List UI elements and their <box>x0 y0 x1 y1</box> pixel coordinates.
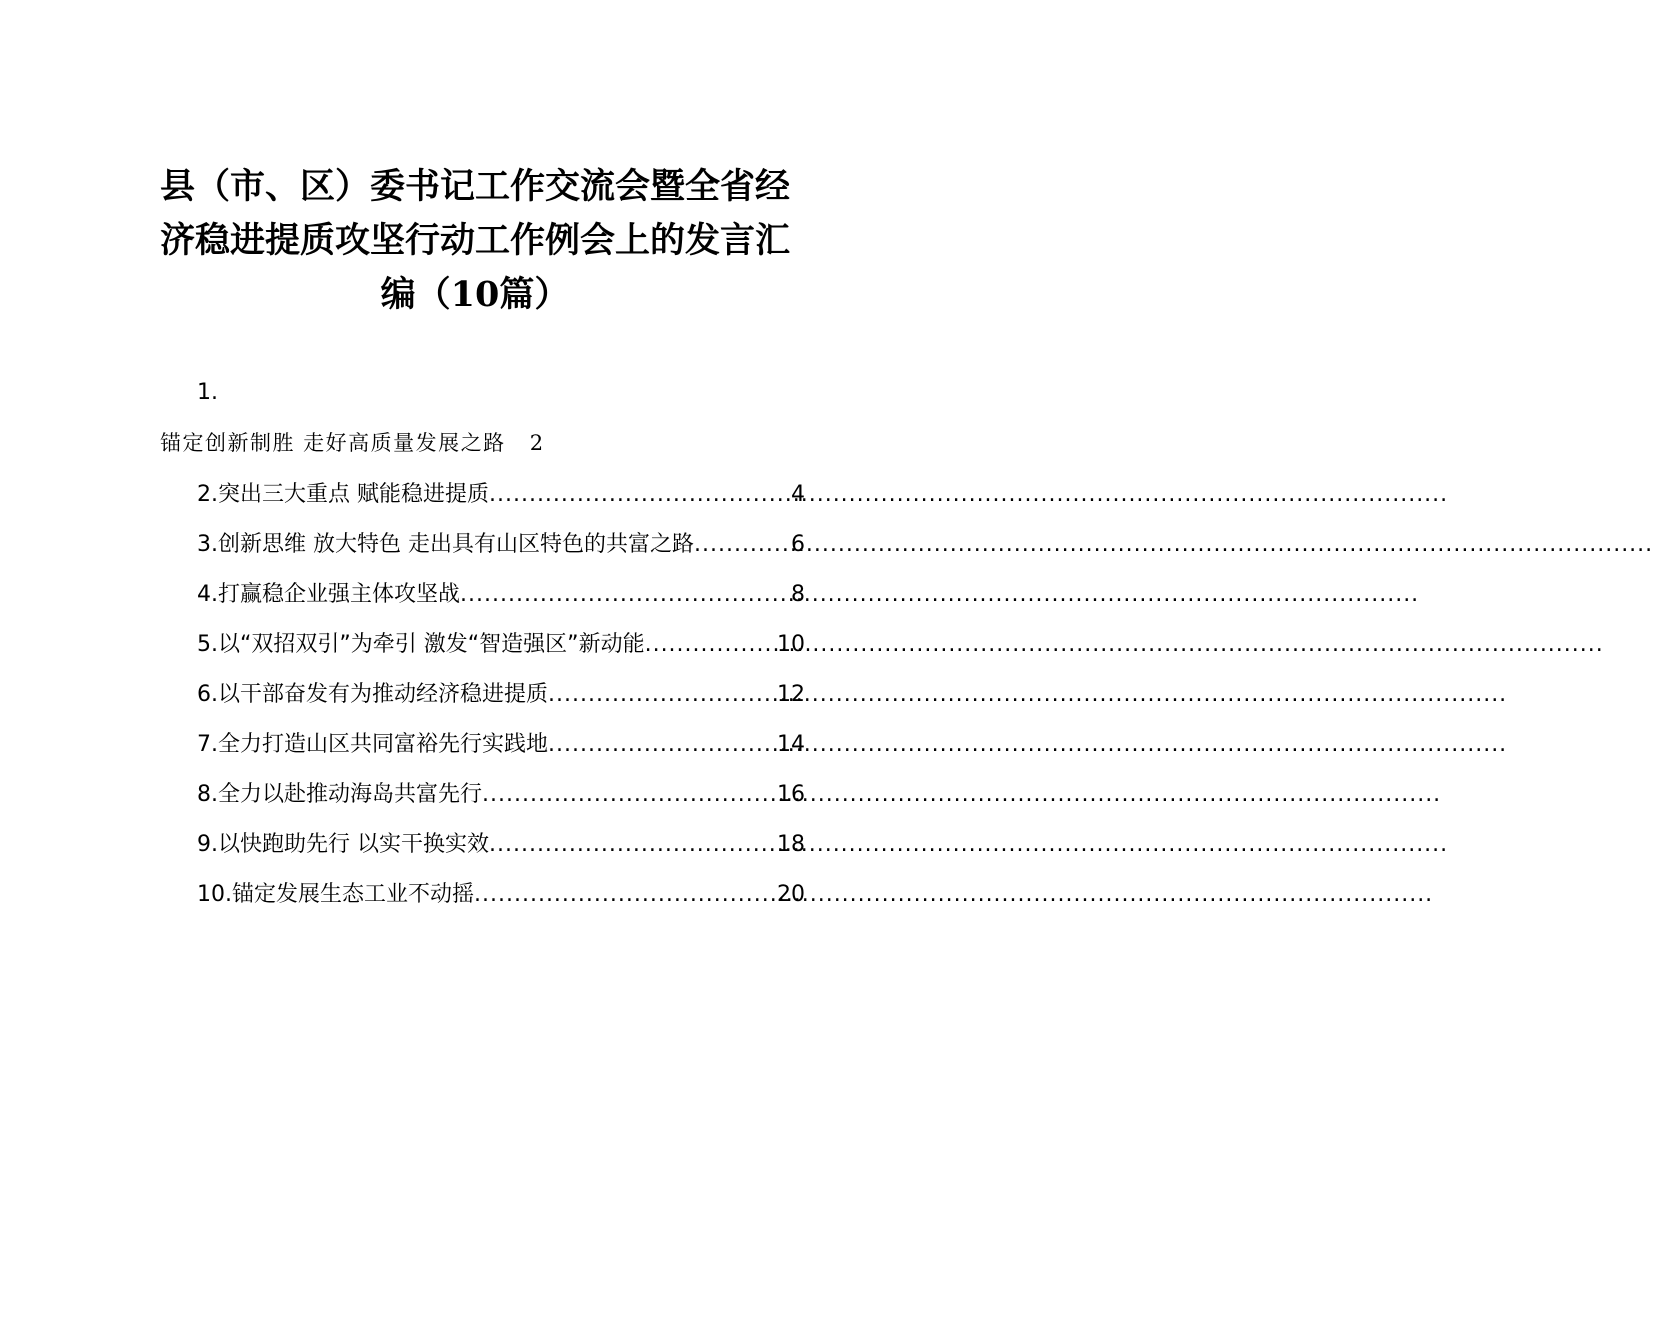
toc-entry-1[interactable] <box>160 428 543 458</box>
toc-entry-title: 3.创新思维 放大特色 走出具有山区特色的共富之路 <box>197 532 694 557</box>
toc-entry-page: 20 <box>777 882 805 907</box>
document-title <box>150 160 800 322</box>
title-line-3: 编（10篇） <box>380 274 570 315</box>
toc-leader-dots <box>548 728 777 762</box>
toc-entry-page: 10 <box>777 632 805 657</box>
toc-leader-dots <box>645 628 777 662</box>
toc-entry-1-title: 锚定创新制胜 走好高质量发展之路 <box>160 431 506 455</box>
toc-entry-page: 18 <box>777 832 805 857</box>
toc-entry-title: 8.全力以赴推动海岛共富先行 <box>197 782 482 807</box>
toc-entry-title: 7.全力打造山区共同富裕先行实践地 <box>197 732 548 757</box>
toc-entry-page: 8 <box>791 582 805 607</box>
toc-entry[interactable] <box>197 628 805 678</box>
toc-entry-title: 5.以“双招双引”为牵引 激发“智造强区”新动能 <box>197 632 645 657</box>
toc-entry-1-page: 2 <box>529 431 544 455</box>
toc-leader-dots <box>474 878 777 912</box>
toc-entry-title: 10.锚定发展生态工业不动摇 <box>197 882 474 907</box>
toc-entry[interactable] <box>197 828 805 878</box>
toc-entry-title: 6.以干部奋发有为推动经济稳进提质 <box>197 682 548 707</box>
toc-entry-page: 6 <box>791 532 805 557</box>
toc-entry[interactable] <box>197 678 805 728</box>
toc-entry-page: 16 <box>777 782 805 807</box>
table-of-contents <box>197 478 805 928</box>
toc-entry-page: 4 <box>791 482 805 507</box>
toc-leader-dots <box>482 778 777 812</box>
title-line-1: 县（市、区）委书记工作交流会暨全省经 <box>159 166 790 207</box>
toc-entry[interactable] <box>197 528 805 578</box>
toc-entry-page: 14 <box>777 732 805 757</box>
toc-entry[interactable] <box>197 478 805 528</box>
toc-entry-title: 2.突出三大重点 赋能稳进提质 <box>197 482 489 507</box>
toc-leader-dots <box>694 528 791 562</box>
toc-entry-title: 9.以快跑助先行 以实干换实效 <box>197 832 489 857</box>
toc-leader-dots <box>460 578 791 612</box>
toc-leader-dots <box>489 478 791 512</box>
toc-entry[interactable] <box>197 578 805 628</box>
toc-entry-title: 4.打赢稳企业强主体攻坚战 <box>197 582 460 607</box>
title-line-2: 济稳进提质攻坚行动工作例会上的发言汇 <box>159 220 790 261</box>
toc-entry[interactable] <box>197 728 805 778</box>
toc-entry-page: 12 <box>777 682 805 707</box>
toc-entry[interactable] <box>197 878 805 928</box>
toc-leader-dots <box>548 678 777 712</box>
toc-entry[interactable] <box>197 778 805 828</box>
toc-leader-dots <box>489 828 777 862</box>
toc-entry-1-number: 1. <box>197 380 218 405</box>
